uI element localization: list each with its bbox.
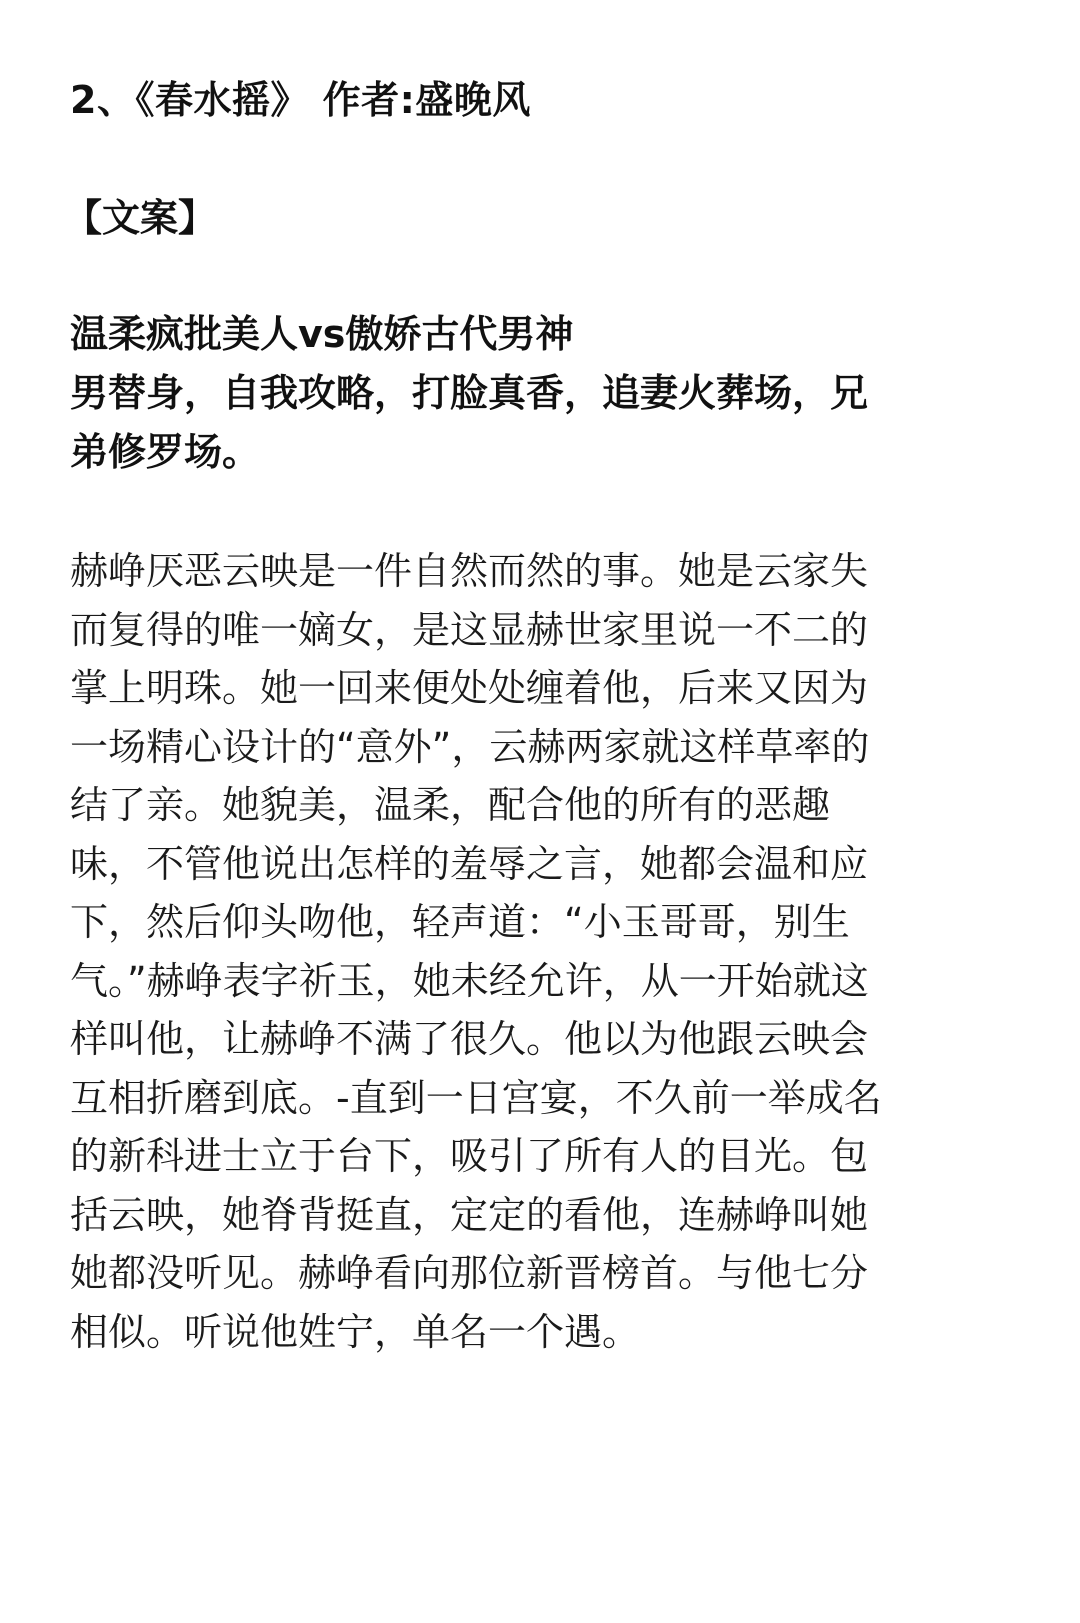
synopsis-line: 下，然后仰头吻他，轻声道：“小玉哥哥，别生 bbox=[70, 900, 850, 944]
synopsis-line: 气。”赫峥表字祈玉，她未经允许，从一开始就这 bbox=[70, 958, 869, 1003]
synopsis-line: 一场精心设计的“意外”，云赫两家就这样草率的 bbox=[70, 724, 870, 769]
synopsis-line: 结了亲。她貌美，温柔，配合他的所有的恶趣 bbox=[70, 783, 831, 827]
synopsis-line: 掌上明珠。她一回来便处处缠着他，后来又因为 bbox=[70, 666, 869, 710]
synopsis-line: 赫峥厌恶云映是一件自然而然的事。她是云家失 bbox=[70, 549, 869, 593]
synopsis-line: 相似。听说他姓宁，单名一个遇。 bbox=[70, 1309, 641, 1354]
document-title: 2、《春水摇》 作者:盛晚风 bbox=[70, 78, 531, 122]
tag-lines bbox=[70, 305, 980, 482]
synopsis-line: 括云映，她脊背挺直，定定的看他，连赫峥叫她 bbox=[70, 1192, 869, 1237]
synopsis-line: 而复得的唯一嫡女，是这显赫世家里说一不二的 bbox=[70, 607, 869, 652]
synopsis-line: 她都没听见。赫峥看向那位新晋榜首。与他七分 bbox=[70, 1251, 869, 1295]
synopsis-line: 味，不管他说出怎样的羞辱之言，她都会温和应 bbox=[70, 841, 869, 886]
tag-line: 男替身，自我攻略，打脸真香，追妻火葬场，兄 bbox=[70, 371, 869, 415]
synopsis-line: 样叫他，让赫峥不满了很久。他以为他跟云映会 bbox=[70, 1017, 869, 1061]
synopsis-line: 的新科进士立于台下，吸引了所有人的目光。包 bbox=[70, 1134, 869, 1178]
synopsis-line: 互相折磨到底。-直到一日宫宴，不久前一举成名 bbox=[70, 1075, 882, 1120]
tag-line: 弟修罗场。 bbox=[70, 430, 261, 474]
tag-line: 温柔疯批美人vs傲娇古代男神 bbox=[70, 312, 574, 356]
section-label: 【文案】 bbox=[64, 196, 217, 240]
synopsis-body bbox=[70, 542, 980, 1361]
